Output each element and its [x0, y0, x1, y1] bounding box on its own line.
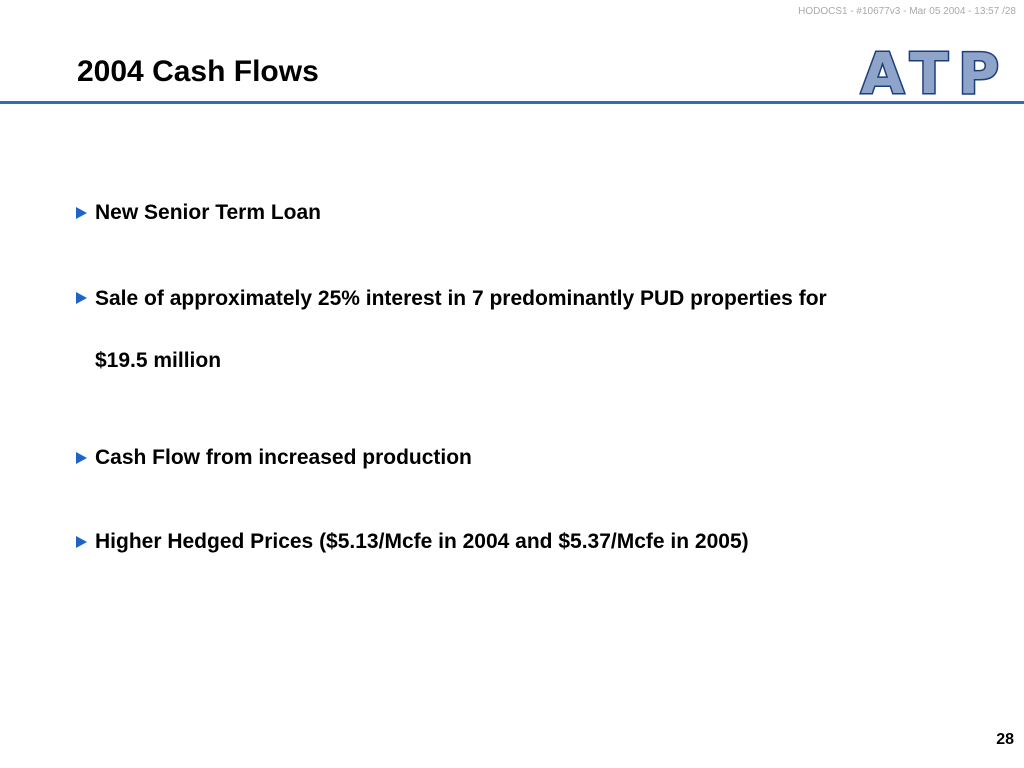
triangle-bullet-icon — [76, 536, 87, 548]
triangle-bullet-icon — [76, 292, 87, 304]
triangle-bullet-icon — [76, 207, 87, 219]
title-divider — [0, 101, 1024, 104]
document-id: HODOCS1 - #10677v3 - Mar 05 2004 - 13:57 /28 — [798, 6, 1016, 17]
bullet-item — [76, 524, 976, 560]
page-title: 2004 Cash Flows — [77, 55, 319, 88]
atp-logo — [852, 44, 1018, 100]
page-number: 28 — [996, 731, 1014, 748]
bullet-text: Sale of approximately 25% interest in 7 predominantly PUD properties for $19.5 million — [95, 287, 827, 372]
triangle-bullet-icon — [76, 452, 87, 464]
bullet-text: Higher Hedged Prices ($5.13/Mcfe in 2004 and $5.37/Mcfe in 2005) — [95, 530, 749, 553]
bullet-text: New Senior Term Loan — [95, 201, 321, 224]
bullet-text: Cash Flow from increased production — [95, 446, 472, 469]
bullet-item — [76, 440, 976, 476]
atp-logo-text: ATP — [860, 44, 1010, 100]
bullet-list — [76, 195, 976, 560]
bullet-item — [76, 195, 976, 231]
bullet-item — [76, 268, 835, 392]
